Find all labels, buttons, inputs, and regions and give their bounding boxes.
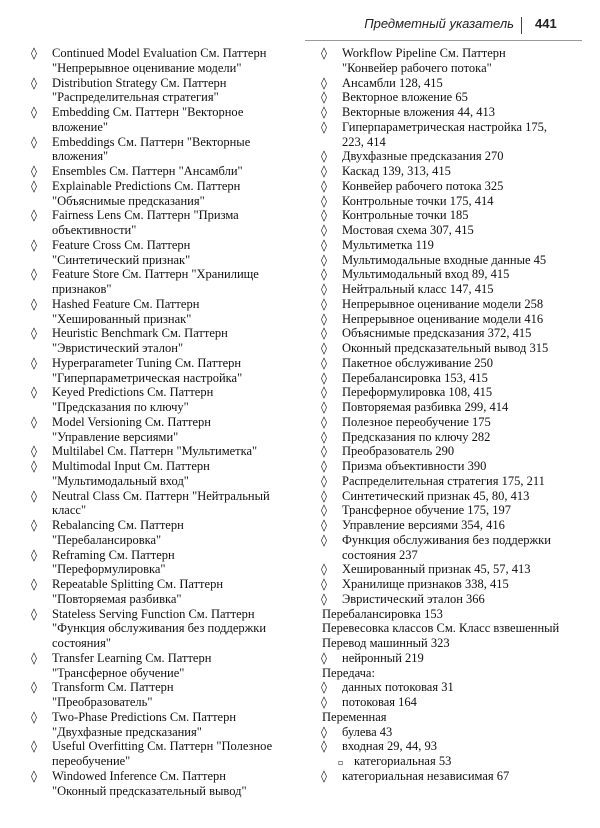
diamond-bullet-icon: ◊ xyxy=(31,680,37,695)
index-entry-line: Непрерывное оценивание модели 258 xyxy=(342,296,544,311)
index-entry xyxy=(30,680,298,710)
index-entry xyxy=(320,253,588,268)
index-entry-line: данных потоковая 31 xyxy=(342,680,454,695)
index-entry-line: Continued Model Evaluation См. Паттерн xyxy=(52,46,267,60)
index-entry xyxy=(320,444,588,459)
index-entry-line: "Гиперпараметрическая настройка" xyxy=(52,370,243,385)
index-entry-line: признаков" xyxy=(52,282,112,296)
index-entry-line: Пакетное обслуживание 250 xyxy=(342,355,494,370)
index-entry-line: Transfer Learning См. Паттерн xyxy=(52,650,212,665)
index-entry xyxy=(30,607,298,651)
index-entry-line: Windowed Inference См. Паттерн xyxy=(52,768,226,783)
diamond-bullet-icon: ◊ xyxy=(31,385,37,400)
diamond-bullet-icon: ◊ xyxy=(31,650,37,665)
index-entry xyxy=(30,518,298,548)
index-entry xyxy=(320,120,588,150)
index-entry xyxy=(320,562,588,577)
diamond-bullet-icon: ◊ xyxy=(321,370,327,385)
diamond-bullet-icon: ◊ xyxy=(321,149,327,164)
diamond-bullet-icon: ◊ xyxy=(321,341,327,355)
diamond-bullet-icon: ◊ xyxy=(31,178,37,193)
index-entry-line: Перевод машинный 323 xyxy=(322,636,450,650)
diamond-bullet-icon: ◊ xyxy=(31,606,37,621)
index-entry-line: Векторное вложение 65 xyxy=(342,90,468,105)
diamond-bullet-icon: ◊ xyxy=(31,709,37,724)
header-rule xyxy=(305,40,582,41)
index-entry-line: Мультимодальные входные данные 45 xyxy=(342,252,547,267)
diamond-bullet-icon: ◊ xyxy=(321,223,327,237)
index-entry-line: Stateless Serving Function См. Паттерн xyxy=(52,606,255,621)
diamond-bullet-icon: ◊ xyxy=(321,119,327,134)
index-entry-line: Repeatable Splitting См. Паттерн xyxy=(52,577,224,591)
index-entry-line: Distribution Strategy См. Паттерн xyxy=(52,75,227,90)
diamond-bullet-icon: ◊ xyxy=(321,650,327,665)
diamond-bullet-icon: ◊ xyxy=(31,739,37,754)
index-entry xyxy=(320,621,588,636)
index-entry xyxy=(320,326,588,341)
index-entry xyxy=(320,607,588,622)
index-entry-line: состояния 237 xyxy=(342,547,418,562)
index-entry xyxy=(320,651,588,666)
index-entry-line: нейронный 219 xyxy=(342,650,424,665)
index-entry xyxy=(320,739,588,754)
index-entry-line: Hashed Feature См. Паттерн xyxy=(52,296,200,311)
index-entry-line: Hyperparameter Tuning См. Паттерн xyxy=(52,355,242,370)
diamond-bullet-icon: ◊ xyxy=(31,267,37,282)
diamond-bullet-icon: ◊ xyxy=(31,208,37,223)
index-entry-line: Two-Phase Predictions См. Паттерн xyxy=(52,709,237,724)
index-column-right xyxy=(320,46,588,784)
index-entry xyxy=(320,164,588,179)
index-entry-line: Векторные вложения 44, 413 xyxy=(342,105,496,119)
diamond-bullet-icon: ◊ xyxy=(321,518,327,532)
index-entry-line: Ensembles См. Паттерн "Ансамбли" xyxy=(52,164,243,178)
diamond-bullet-icon: ◊ xyxy=(31,105,37,119)
diamond-bullet-icon: ◊ xyxy=(31,75,37,90)
index-entry xyxy=(30,459,298,489)
index-entry-line: Призма объективности 390 xyxy=(342,459,487,473)
index-entry-line: "Хешированный признак" xyxy=(52,311,192,326)
diamond-bullet-icon: ◊ xyxy=(321,400,327,414)
diamond-bullet-icon: ◊ xyxy=(31,577,37,591)
diamond-bullet-icon: ◊ xyxy=(31,444,37,459)
index-entry xyxy=(320,46,588,76)
diamond-bullet-icon: ◊ xyxy=(321,326,327,341)
index-entry xyxy=(320,503,588,518)
index-entry xyxy=(30,76,298,106)
index-entry xyxy=(320,430,588,445)
index-entry xyxy=(30,135,298,165)
diamond-bullet-icon: ◊ xyxy=(31,768,37,783)
index-entry-line: Синтетический признак 45, 80, 413 xyxy=(342,488,530,503)
diamond-bullet-icon: ◊ xyxy=(31,518,37,532)
index-entry-line: Перевесовка классов См. Класс взвешенный xyxy=(322,621,560,636)
index-entry-line: Контрольные точки 185 xyxy=(342,208,469,223)
index-entry xyxy=(320,238,588,253)
index-entry xyxy=(320,267,588,282)
index-entry xyxy=(320,533,588,563)
diamond-bullet-icon: ◊ xyxy=(321,90,327,105)
index-entry xyxy=(320,769,588,784)
index-entry xyxy=(320,474,588,489)
index-entry-line: "Распределительная стратегия" xyxy=(52,90,219,105)
index-entry-line: Хранилище признаков 338, 415 xyxy=(342,577,509,591)
index-entry-line: 223, 414 xyxy=(342,134,386,149)
index-entry-line: "Непрерывное оценивание модели" xyxy=(52,60,242,75)
index-entry-line: "Объяснимые предсказания" xyxy=(52,193,205,208)
index-entry-line: Переменная xyxy=(322,709,387,724)
index-entry xyxy=(320,636,588,651)
index-entry-line: Преобразователь 290 xyxy=(342,444,455,459)
index-entry-line: "Конвейер рабочего потока" xyxy=(342,60,492,75)
index-entry xyxy=(30,710,298,740)
diamond-bullet-icon: ◊ xyxy=(321,739,327,754)
index-entry xyxy=(320,680,588,695)
index-entry-line: Keyed Predictions См. Паттерн xyxy=(52,385,214,400)
index-entry-line: Оконный предсказательный вывод 315 xyxy=(342,341,549,355)
index-entry-line: Непрерывное оценивание модели 416 xyxy=(342,311,544,326)
index-entry-line: Объяснимые предсказания 372, 415 xyxy=(342,326,532,341)
page-number: 441 xyxy=(535,16,557,31)
index-entry-line: Мультиметка 119 xyxy=(342,237,434,252)
index-entry xyxy=(30,489,298,519)
index-entry-line: "Переформулировка" xyxy=(52,562,166,577)
diamond-bullet-icon: ◊ xyxy=(321,164,327,178)
index-entry-line: Neutral Class См. Паттерн "Нейтральный xyxy=(52,488,270,503)
index-entry-line: Трансферное обучение 175, 197 xyxy=(342,503,512,518)
page-header xyxy=(0,10,600,40)
index-entry-line: "Эвристический эталон" xyxy=(52,341,184,355)
index-entry-line: Каскад 139, 313, 415 xyxy=(342,164,451,178)
index-entry xyxy=(320,695,588,710)
diamond-bullet-icon: ◊ xyxy=(31,134,37,149)
index-entry-line: вложения" xyxy=(52,149,109,164)
index-entry xyxy=(30,548,298,578)
diamond-bullet-icon: ◊ xyxy=(321,562,327,577)
index-entry xyxy=(30,105,298,135)
diamond-bullet-icon: ◊ xyxy=(321,311,327,326)
diamond-bullet-icon: ◊ xyxy=(321,503,327,518)
index-entry xyxy=(320,282,588,297)
diamond-bullet-icon: ◊ xyxy=(321,267,327,282)
index-entry-line: Fairness Lens См. Паттерн "Призма xyxy=(52,208,239,223)
index-entry xyxy=(320,415,588,430)
index-entry xyxy=(30,769,298,799)
diamond-bullet-icon: ◊ xyxy=(31,296,37,311)
diamond-bullet-icon: ◊ xyxy=(321,208,327,223)
index-entry-line: Хешированный признак 45, 57, 413 xyxy=(342,562,531,577)
diamond-bullet-icon: ◊ xyxy=(31,326,37,341)
index-entry-line: Rebalancing См. Паттерн xyxy=(52,518,184,532)
index-entry xyxy=(320,297,588,312)
index-entry-line: Heuristic Benchmark См. Паттерн xyxy=(52,326,228,341)
diamond-bullet-icon: ◊ xyxy=(31,46,37,60)
diamond-bullet-icon: ◊ xyxy=(321,577,327,591)
index-entry xyxy=(320,149,588,164)
index-entry-line: Предсказания по ключу 282 xyxy=(342,429,491,444)
index-entry-line: "Управление версиями" xyxy=(52,429,179,444)
header-separator xyxy=(521,17,522,34)
index-entry-line: Workflow Pipeline См. Паттерн xyxy=(342,46,506,60)
index-entry-line: Нейтральный класс 147, 415 xyxy=(342,282,494,296)
index-entry xyxy=(30,577,298,607)
index-entry xyxy=(320,400,588,415)
index-entry-line: Feature Cross См. Паттерн xyxy=(52,237,191,252)
diamond-bullet-icon: ◊ xyxy=(321,296,327,311)
index-entry xyxy=(320,223,588,238)
index-entry xyxy=(30,179,298,209)
diamond-bullet-icon: ◊ xyxy=(321,444,327,459)
index-entry xyxy=(320,489,588,504)
diamond-bullet-icon: ◊ xyxy=(321,429,327,444)
index-entry-line: Перебалансировка 153, 415 xyxy=(342,370,488,385)
index-entry-line: категориальная 53 xyxy=(354,754,452,768)
index-entry-line: Embedding См. Паттерн "Векторное xyxy=(52,105,244,119)
index-entry-line: Ансамбли 128, 415 xyxy=(342,75,443,90)
index-entry xyxy=(320,754,588,769)
index-entry-line: Функция обслуживания без поддержки xyxy=(342,532,551,547)
index-entry-line: "Предсказания по ключу" xyxy=(52,400,189,414)
index-entry-line: "Синтетический признак" xyxy=(52,252,191,267)
index-entry xyxy=(320,725,588,740)
index-entry xyxy=(30,208,298,238)
index-entry-line: Двухфазные предсказания 270 xyxy=(342,149,504,164)
index-entry-line: Передача: xyxy=(322,665,375,680)
diamond-bullet-icon: ◊ xyxy=(321,488,327,503)
diamond-bullet-icon: ◊ xyxy=(321,695,327,709)
index-entry xyxy=(320,592,588,607)
index-entry xyxy=(320,577,588,592)
index-entry-line: Explainable Predictions См. Паттерн xyxy=(52,178,241,193)
index-entry-line: Мультимодальный вход 89, 415 xyxy=(342,267,510,282)
index-entry xyxy=(320,459,588,474)
index-entry-line: вложение" xyxy=(52,119,108,134)
index-entry-line: Embeddings См. Паттерн "Векторные xyxy=(52,134,251,149)
diamond-bullet-icon: ◊ xyxy=(321,768,327,783)
diamond-bullet-icon: ◊ xyxy=(31,355,37,370)
index-entry xyxy=(320,179,588,194)
index-entry-line: Эвристический эталон 366 xyxy=(342,591,485,606)
diamond-bullet-icon: ◊ xyxy=(321,282,327,296)
index-entry-line: Распределительная стратегия 175, 211 xyxy=(342,473,545,488)
index-entry xyxy=(30,326,298,356)
diamond-bullet-icon: ◊ xyxy=(321,252,327,267)
index-entry-line: Reframing См. Паттерн xyxy=(52,547,175,562)
index-entry-line: булева 43 xyxy=(342,724,393,739)
index-entry xyxy=(30,444,298,459)
index-entry-line: класс" xyxy=(52,503,87,518)
index-entry-line: Гиперпараметрическая настройка 175, xyxy=(342,119,547,134)
diamond-bullet-icon: ◊ xyxy=(321,237,327,252)
index-entry xyxy=(30,356,298,386)
diamond-bullet-icon: ◊ xyxy=(31,414,37,429)
index-entry-line: "Перебалансировка" xyxy=(52,532,162,547)
diamond-bullet-icon: ◊ xyxy=(31,488,37,503)
index-entry xyxy=(320,194,588,209)
index-entry-line: Полезное переобучение 175 xyxy=(342,414,491,429)
index-entry xyxy=(320,356,588,371)
diamond-bullet-icon: ◊ xyxy=(321,178,327,193)
index-entry xyxy=(320,666,588,681)
index-entry-line: Контрольные точки 175, 414 xyxy=(342,193,494,208)
diamond-bullet-icon: ◊ xyxy=(31,547,37,562)
index-entry-line: Управление версиями 354, 416 xyxy=(342,518,505,532)
index-entry xyxy=(30,415,298,445)
index-entry-line: "Преобразователь" xyxy=(52,695,153,709)
sub-bullet-icon: ▫ xyxy=(338,758,344,767)
diamond-bullet-icon: ◊ xyxy=(321,46,327,60)
index-entry xyxy=(30,739,298,769)
index-entry-line: состояния" xyxy=(52,636,111,650)
running-title: Предметный указатель xyxy=(364,16,514,31)
diamond-bullet-icon: ◊ xyxy=(321,473,327,488)
index-entry-line: Transform См. Паттерн xyxy=(52,680,174,695)
index-entry xyxy=(30,385,298,415)
index-entry xyxy=(320,90,588,105)
index-entry xyxy=(320,76,588,91)
index-entry-line: Мостовая схема 307, 415 xyxy=(342,223,474,237)
index-entry-line: Multilabel См. Паттерн "Мультиметка" xyxy=(52,444,258,459)
diamond-bullet-icon: ◊ xyxy=(321,724,327,739)
index-entry xyxy=(30,651,298,681)
index-entry-line: потоковая 164 xyxy=(342,695,417,709)
index-entry-line: Model Versioning См. Паттерн xyxy=(52,414,211,429)
index-entry xyxy=(320,385,588,400)
index-entry-line: Useful Overfitting См. Паттерн "Полезное xyxy=(52,739,273,754)
diamond-bullet-icon: ◊ xyxy=(321,414,327,429)
diamond-bullet-icon: ◊ xyxy=(321,591,327,606)
diamond-bullet-icon: ◊ xyxy=(321,459,327,473)
index-entry-line: Feature Store См. Паттерн "Хранилище xyxy=(52,267,259,282)
diamond-bullet-icon: ◊ xyxy=(321,75,327,90)
index-entry-line: переобучение" xyxy=(52,754,131,768)
index-entry xyxy=(320,371,588,386)
index-entry xyxy=(320,518,588,533)
diamond-bullet-icon: ◊ xyxy=(321,680,327,695)
index-entry-line: Переформулировка 108, 415 xyxy=(342,385,493,400)
index-entry-line: "Оконный предсказательный вывод" xyxy=(52,783,247,798)
index-entry-line: Конвейер рабочего потока 325 xyxy=(342,178,504,193)
index-entry-line: Повторяемая разбивка 299, 414 xyxy=(342,400,509,414)
index-entry xyxy=(320,341,588,356)
index-entry-line: Перебалансировка 153 xyxy=(322,606,443,621)
index-entry xyxy=(320,105,588,120)
diamond-bullet-icon: ◊ xyxy=(321,532,327,547)
index-entry-line: "Трансферное обучение" xyxy=(52,665,185,680)
index-entry-line: категориальная независимая 67 xyxy=(342,768,510,783)
index-entry xyxy=(320,312,588,327)
diamond-bullet-icon: ◊ xyxy=(31,459,37,473)
index-entry-line: "Мультимодальный вход" xyxy=(52,473,189,488)
index-entry-line: "Двухфазные предсказания" xyxy=(52,724,202,739)
index-entry xyxy=(30,164,298,179)
index-entry-line: "Повторяемая разбивка" xyxy=(52,591,182,606)
index-entry xyxy=(30,297,298,327)
index-entry xyxy=(320,710,588,725)
diamond-bullet-icon: ◊ xyxy=(321,355,327,370)
diamond-bullet-icon: ◊ xyxy=(31,164,37,178)
diamond-bullet-icon: ◊ xyxy=(31,237,37,252)
index-entry xyxy=(30,46,298,76)
index-entry xyxy=(320,208,588,223)
diamond-bullet-icon: ◊ xyxy=(321,193,327,208)
diamond-bullet-icon: ◊ xyxy=(321,105,327,119)
index-entry-line: входная 29, 44, 93 xyxy=(342,739,438,754)
diamond-bullet-icon: ◊ xyxy=(321,385,327,400)
index-entry xyxy=(30,238,298,268)
index-entry-line: "Функция обслуживания без поддержки xyxy=(52,621,267,636)
index-column-left xyxy=(30,46,298,798)
index-entry-line: Multimodal Input См. Паттерн xyxy=(52,459,210,473)
index-entry-line: объективности" xyxy=(52,223,137,237)
index-entry xyxy=(30,267,298,297)
